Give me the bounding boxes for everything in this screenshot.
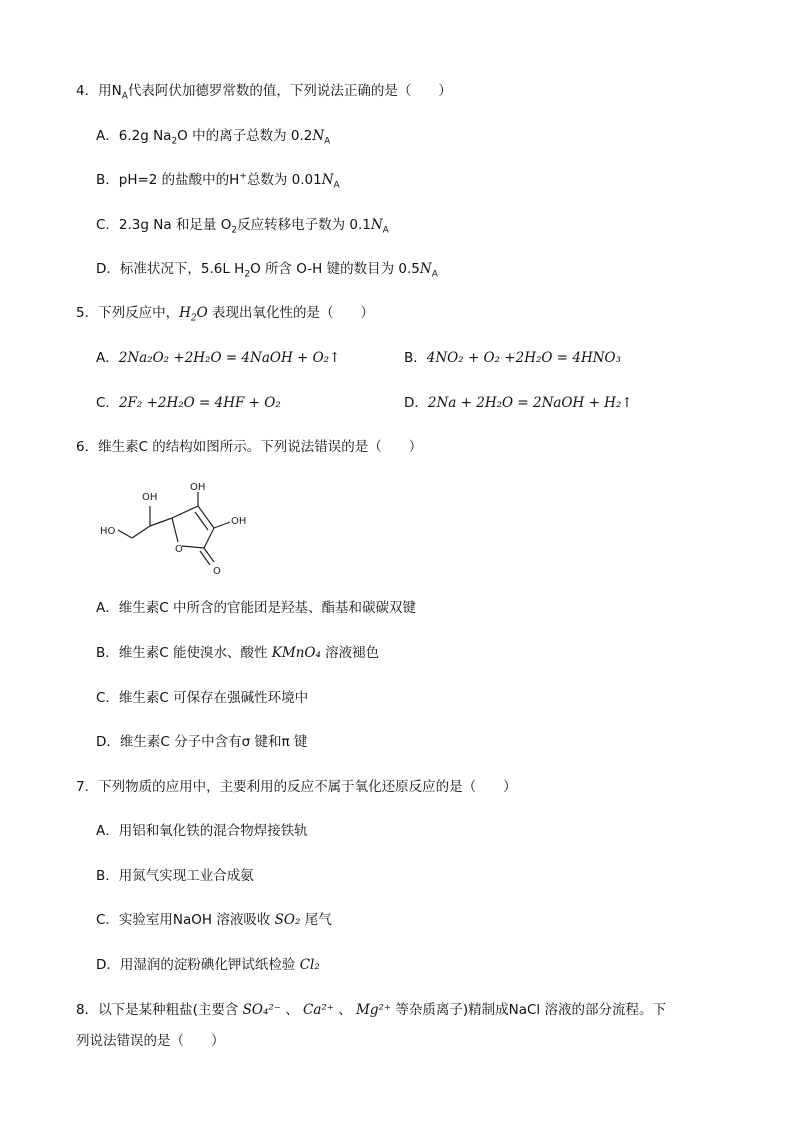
q6-stem: 6．维生素C 的结构如图所示。下列说法错误的是（ ）	[76, 439, 423, 455]
q7-option-d: D．用湿润的淀粉碘化钾试纸检验 Cl₂	[96, 957, 320, 973]
struct-ho-left: HO	[100, 526, 116, 537]
struct-oh-right: OH	[231, 516, 247, 527]
struct-oh-left: OH	[142, 492, 158, 503]
q5-option-d: D．2Na + 2H₂O = 2NaOH + H₂↑	[404, 395, 633, 411]
q4-option-b: B．pH=2 的盐酸中的H+总数为 $0.01N_A$	[96, 171, 340, 191]
q7-option-c: C．实验室用NaOH 溶液吸收 SO₂ 尾气	[96, 912, 332, 928]
q4-option-a: A．6.2g $Na_2O$ 中的离子总数为 $0.2N_A$	[96, 128, 331, 147]
q7-stem: 7．下列物质的应用中，主要利用的反应不属于氧化还原反应的是（ ）	[76, 779, 517, 795]
q5-option-b: B．4NO₂ + O₂ +2H₂O = 4HNO₃	[404, 350, 622, 366]
q8-stem-line2: 列说法错误的是（ ）	[76, 1033, 225, 1049]
q4-option-c: C．2.3g Na 和足量 $O_2$反应转移电子数为 $0.1N_A$	[96, 217, 389, 236]
vitamin-c-structure-diagram	[92, 476, 262, 581]
q7-option-b: B．用氮气实现工业合成氨	[96, 868, 254, 884]
q4-option-d: D．标准状况下，5.6L $H_2O$ 所含 O-H 键的数目为 $0.5N_A$	[96, 261, 438, 280]
struct-o-carbonyl: O	[213, 566, 221, 577]
q5-stem: 5．下列反应中，$H_2O$ 表现出氧化性的是（ ）	[76, 305, 374, 324]
q6-option-c: C．维生素C 可保存在强碱性环境中	[96, 690, 309, 706]
q5-option-a: A．2Na₂O₂ +2H₂O = 4NaOH + O₂↑	[96, 350, 341, 366]
q6-option-b: B．维生素C 能使溴水、酸性 KMnO₄ 溶液褪色	[96, 645, 380, 661]
q6-option-a: A．维生素C 中所含的官能团是羟基、酯基和碳碳双键	[96, 600, 416, 616]
struct-o-ring: O	[175, 544, 183, 555]
q8-stem-line1: 8．以下是某种粗盐(主要含 SO₄²⁻ 、 Ca²⁺ 、 Mg²⁺ 等杂质离子)精制成NaCl 溶液的部分流程。下	[76, 1002, 666, 1018]
q5-option-c: C．2F₂ +2H₂O = 4HF + O₂	[96, 395, 281, 411]
q7-option-a: A．用铝和氧化铁的混合物焊接铁轨	[96, 823, 308, 839]
struct-oh-top: OH	[190, 482, 206, 493]
q6-option-d: D．维生素C 分子中含有σ 键和π 键	[96, 734, 308, 750]
q4-stem: 4．用$N_A$代表阿伏加德罗常数的值，下列说法正确的是（ ）	[76, 83, 452, 102]
